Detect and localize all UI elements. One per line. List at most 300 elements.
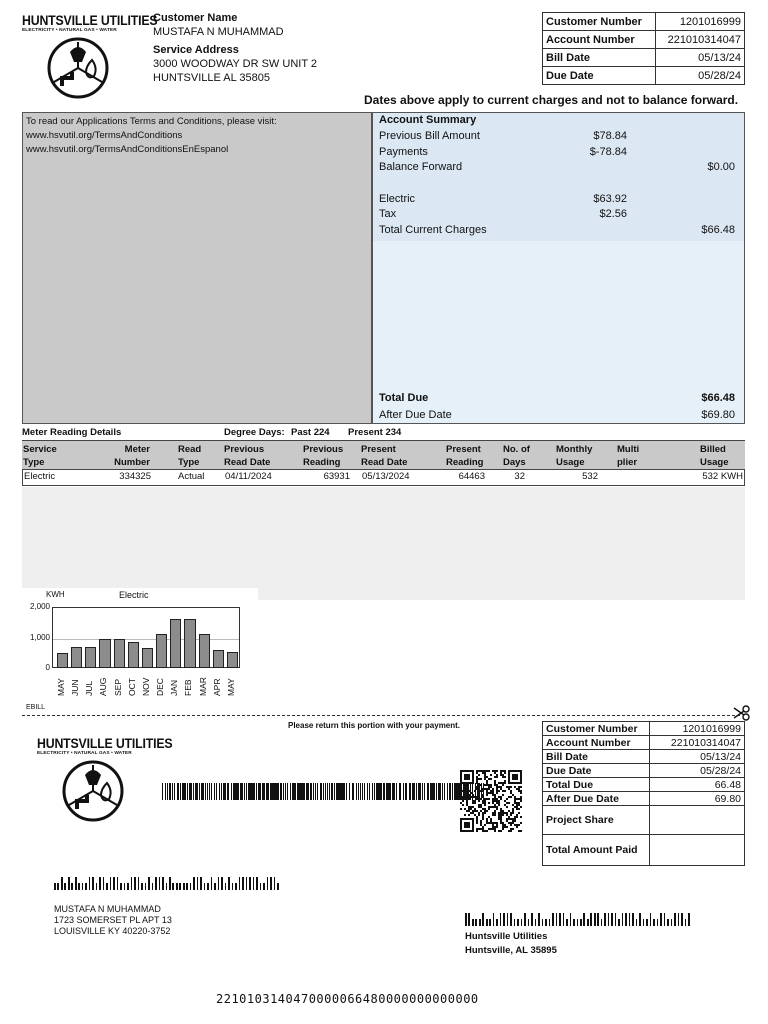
barcode-bar (205, 783, 206, 800)
qr-module (492, 814, 494, 816)
barcode-bar (376, 783, 379, 800)
qr-module (512, 808, 514, 810)
qr-module (518, 804, 520, 806)
chart-bar (199, 634, 210, 668)
qr-module (500, 820, 502, 822)
qr-module (494, 812, 496, 814)
barcode-bar (374, 783, 375, 800)
barcode-bar (510, 913, 512, 926)
qr-module (462, 796, 464, 798)
qr-module (484, 776, 486, 778)
chart-category-label: JAN (169, 679, 180, 696)
barcode-bar (270, 877, 272, 890)
project-share-field[interactable] (650, 806, 745, 835)
barcode-bar (688, 913, 690, 926)
qr-module (484, 798, 486, 800)
chart-category-label: JUL (84, 680, 95, 696)
qr-module (490, 786, 492, 788)
tax-amount: $2.56 (599, 208, 627, 220)
barcode-bar (211, 877, 213, 890)
barcode-bar (358, 783, 359, 800)
qr-module (510, 830, 512, 832)
qr-module (480, 810, 482, 812)
barcode-bar (169, 877, 171, 890)
qr-module (468, 808, 470, 810)
table-row (543, 806, 745, 835)
barcode-bar (246, 783, 247, 800)
table-row (543, 736, 745, 750)
chart-category-label: DEC (155, 678, 166, 696)
qr-module (468, 796, 470, 798)
qr-module (502, 774, 504, 776)
qr-module (484, 772, 486, 774)
col-present-read-date: Present Read Date (361, 444, 408, 468)
qr-module (504, 804, 506, 806)
qr-module (486, 820, 488, 822)
barcode-bar (587, 919, 589, 926)
barcode-bar (239, 877, 241, 890)
qr-module (492, 770, 494, 772)
barcode-bar (438, 783, 441, 800)
qr-module (514, 798, 516, 800)
chart-category-label: AUG (98, 677, 109, 696)
chart-bar (128, 642, 139, 668)
barcode-bar (396, 783, 397, 800)
barcode-bar (383, 783, 384, 800)
qr-module (510, 828, 512, 830)
table-row (543, 792, 745, 806)
barcode-bar (559, 913, 561, 926)
qr-module (484, 770, 486, 772)
qr-module (478, 774, 480, 776)
qr-module (516, 802, 518, 804)
qr-module (484, 810, 486, 812)
barcode-bar (346, 783, 347, 800)
qr-module (510, 792, 512, 794)
barcode-bar (601, 919, 603, 926)
barcode-bar (195, 783, 198, 800)
qr-module (474, 808, 476, 810)
barcode-bar (447, 783, 448, 800)
balance-forward-amount: $0.00 (707, 161, 735, 173)
barcode-bar (159, 877, 161, 890)
table-row (543, 750, 745, 764)
qr-module (498, 814, 500, 816)
customer-number-label: Customer Number (543, 13, 656, 31)
qr-module (468, 794, 470, 796)
barcode-bar (650, 913, 652, 926)
qr-module (486, 790, 488, 792)
barcode-bar (267, 877, 269, 890)
barcode-bar (197, 877, 199, 890)
col-monthly-usage: Monthly Usage (556, 444, 593, 468)
degree-days-label: Degree Days: (224, 427, 285, 438)
qr-module (498, 786, 500, 788)
barcode-bar (92, 877, 94, 890)
chart-category-label: MAR (197, 677, 208, 696)
qr-module (464, 786, 466, 788)
chart-bar (85, 647, 96, 668)
qr-module (478, 784, 480, 786)
barcode-bar (618, 919, 620, 926)
qr-module (490, 828, 492, 830)
after-due-date-label: After Due Date (379, 409, 452, 421)
qr-module (492, 788, 494, 790)
qr-module (496, 784, 498, 786)
barcode-bar (472, 919, 474, 926)
qr-module (480, 806, 482, 808)
remit-total-due-label: Total Due (543, 778, 650, 792)
col-previous-reading: Previous Reading (303, 444, 344, 468)
barcode-bar (190, 883, 192, 890)
qr-module (506, 812, 508, 814)
barcode-bar (489, 919, 491, 926)
qr-module (496, 826, 498, 828)
message-panel (22, 487, 745, 600)
qr-module (510, 822, 512, 824)
qr-module (510, 790, 512, 792)
remit-logo-title: HUNTSVILLE UTILITIES (37, 735, 173, 751)
barcode-bar (266, 783, 269, 800)
barcode-bar (657, 919, 659, 926)
qr-module (488, 828, 490, 830)
mail-line2: LOUISVILLE KY 40220-3752 (54, 926, 171, 936)
barcode-bar (320, 783, 323, 800)
qr-module (520, 816, 522, 818)
qr-module (478, 828, 480, 830)
qr-module (498, 804, 500, 806)
due-date-label: Due Date (543, 67, 656, 85)
remit-total-due: 66.48 (650, 778, 745, 792)
qr-module (512, 818, 514, 820)
barcode-bar (590, 913, 592, 926)
qr-module (482, 770, 484, 772)
service-address-label: Service Address (153, 44, 239, 56)
qr-module (492, 828, 494, 830)
qr-module (480, 828, 482, 830)
qr-module (494, 810, 496, 812)
qr-module (502, 776, 504, 778)
barcode-bar (145, 883, 147, 890)
qr-module (500, 786, 502, 788)
barcode-bar (625, 913, 627, 926)
remit-account-number-label: Account Number (543, 736, 650, 750)
qr-module (482, 826, 484, 828)
logo-subtitle: ELECTRICITY • NATURAL GAS • WATER (22, 28, 117, 33)
qr-module (516, 788, 518, 790)
qr-module (494, 804, 496, 806)
barcode-bar (204, 883, 206, 890)
meter-previous-reading: 63931 (323, 471, 350, 482)
qr-module (508, 796, 510, 798)
qr-module (494, 830, 496, 832)
barcode-bar (176, 883, 178, 890)
qr-module (486, 784, 488, 786)
chart-bar (227, 652, 238, 668)
qr-module (500, 830, 502, 832)
barcode-bar (82, 883, 84, 890)
tear-line (22, 715, 740, 716)
qr-module (500, 816, 502, 818)
chart-gridline (53, 639, 239, 640)
barcode-bar (556, 913, 558, 926)
qr-module (500, 818, 502, 820)
barcode-bar (405, 783, 408, 800)
qr-module (508, 816, 510, 818)
qr-module (490, 784, 492, 786)
table-row (543, 722, 745, 736)
total-current-charges-label: Total Current Charges (379, 224, 487, 236)
barcode-bar (427, 783, 430, 800)
barcode-bar (124, 883, 126, 890)
total-current-charges-amount: $66.48 (701, 224, 735, 236)
payee-city: Huntsville, AL 35895 (465, 945, 557, 956)
qr-module (478, 806, 480, 808)
qr-module (508, 788, 510, 790)
table-row (22, 470, 745, 486)
qr-module (494, 798, 496, 800)
meter-present-read-date: 05/13/2024 (362, 471, 410, 482)
qr-module (466, 794, 468, 796)
barcode-bar (99, 877, 101, 890)
barcode-bar (221, 877, 223, 890)
account-summary-title: Account Summary (379, 114, 477, 126)
qr-module (500, 814, 502, 816)
qr-module (516, 806, 518, 808)
barcode-bar (274, 877, 276, 890)
qr-module (520, 800, 522, 802)
qr-module (496, 806, 498, 808)
qr-module (468, 814, 470, 816)
qr-module (502, 822, 504, 824)
qr-module (514, 796, 516, 798)
qr-module (476, 830, 478, 832)
barcode-bar (240, 783, 243, 800)
terms-link-spanish[interactable]: www.hsvutil.org/TermsAndConditionsEnEspanol (26, 144, 229, 155)
qr-module (470, 812, 472, 814)
customer-number: 1201016999 (656, 13, 745, 31)
barcode-bar (290, 783, 291, 800)
barcode-bar (517, 919, 519, 926)
table-row (543, 67, 745, 85)
qr-module (498, 818, 500, 820)
qr-module (498, 800, 500, 802)
barcode-bar (127, 883, 129, 890)
qr-module (480, 820, 482, 822)
barcode-bar (258, 783, 261, 800)
qr-module (466, 798, 468, 800)
qr-module (520, 796, 522, 798)
total-amount-paid-field[interactable] (650, 835, 745, 866)
qr-module (516, 798, 518, 800)
qr-module (478, 804, 480, 806)
qr-module (480, 822, 482, 824)
qr-module (482, 800, 484, 802)
service-address-line2: HUNTSVILLE AL 35805 (153, 72, 270, 84)
qr-module (504, 800, 506, 802)
barcode-bar (253, 877, 255, 890)
meter-previous-read-date: 04/11/2024 (225, 471, 272, 482)
qr-module (492, 798, 494, 800)
qr-module (514, 800, 516, 802)
total-due-label: Total Due (379, 392, 429, 404)
qr-module (466, 800, 468, 802)
account-number-label: Account Number (543, 31, 656, 49)
qr-module (482, 818, 484, 820)
qr-module (504, 782, 506, 784)
qr-module (496, 774, 498, 776)
qr-module (462, 798, 464, 800)
barcode-bar (636, 919, 638, 926)
qr-module (502, 794, 504, 796)
qr-module (482, 802, 484, 804)
chart-bar (142, 648, 153, 668)
remit-logo-subtitle: ELECTRICITY • NATURAL GAS • WATER (37, 751, 132, 756)
meter-number: 334325 (119, 471, 151, 482)
qr-module (504, 772, 506, 774)
qr-module (508, 786, 510, 788)
qr-module (518, 830, 520, 832)
chart-bar (156, 634, 167, 668)
qr-module (490, 792, 492, 794)
barcode-bar (594, 913, 596, 926)
col-meter-number: Meter Number (114, 444, 150, 468)
qr-module (476, 772, 478, 774)
qr-module (470, 806, 472, 808)
previous-bill-label: Previous Bill Amount (379, 130, 480, 142)
qr-module (508, 822, 510, 824)
barcode-bar (110, 877, 112, 890)
qr-module (488, 798, 490, 800)
barcode-bar (207, 883, 209, 890)
terms-panel (22, 112, 372, 424)
chart-category-label: FEB (183, 679, 194, 696)
project-share-label: Project Share (543, 806, 650, 835)
qr-module (492, 794, 494, 796)
qr-module (494, 772, 496, 774)
qr-module (478, 786, 480, 788)
balance-forward-label: Balance Forward (379, 161, 463, 173)
qr-module (484, 778, 486, 780)
qr-module (510, 818, 512, 820)
qr-module (498, 816, 500, 818)
barcode-bar (685, 919, 687, 926)
qr-module (518, 824, 520, 826)
qr-module (482, 794, 484, 796)
chart-bar (99, 639, 110, 668)
barcode-bar (78, 883, 80, 890)
table-row (543, 835, 745, 866)
qr-module (512, 812, 514, 814)
qr-module (510, 786, 512, 788)
terms-link-english[interactable]: www.hsvutil.org/TermsAndConditions (26, 130, 183, 141)
qr-module (494, 822, 496, 824)
barcode-bar (131, 877, 133, 890)
barcode-bar (263, 883, 265, 890)
barcode-bar (465, 913, 467, 926)
payments-label: Payments (379, 146, 428, 158)
qr-module (520, 806, 522, 808)
qr-module (500, 798, 502, 800)
qr-module (466, 796, 468, 798)
barcode-bar (542, 919, 544, 926)
barcode-bar (120, 883, 122, 890)
qr-module (494, 780, 496, 782)
barcode-bar (64, 883, 66, 890)
chart-category-label: OCT (126, 678, 137, 696)
barcode-bar (201, 783, 204, 800)
qr-module (514, 786, 516, 788)
qr-module (466, 792, 468, 794)
barcode-bar (433, 783, 434, 800)
qr-module (500, 812, 502, 814)
qr-module (494, 814, 496, 816)
qr-module (506, 806, 508, 808)
qr-module (500, 822, 502, 824)
barcode-bar (389, 783, 390, 800)
qr-module (480, 784, 482, 786)
qr-module (484, 800, 486, 802)
chart-bar (71, 647, 82, 668)
qr-module (484, 802, 486, 804)
qr-module (466, 790, 468, 792)
after-due-date-amount: $69.80 (701, 409, 735, 421)
qr-module (498, 796, 500, 798)
barcode-bar (486, 919, 488, 926)
qr-module (500, 770, 502, 772)
qr-module (506, 814, 508, 816)
qr-module (494, 770, 496, 772)
qr-module (494, 826, 496, 828)
qr-module (520, 822, 522, 824)
qr-module (514, 820, 516, 822)
qr-module (520, 786, 522, 788)
barcode-bar (113, 877, 115, 890)
terms-intro: To read our Applications Terms and Conditions, please visit: (26, 116, 277, 127)
meter-table-header (22, 440, 745, 470)
chart-category-label: MAY (56, 678, 66, 696)
barcode-bar (386, 783, 389, 800)
barcode-bar (167, 783, 168, 800)
customer-block (153, 12, 317, 84)
postal-barcode-customer (54, 877, 280, 890)
barcode-bar (219, 783, 220, 800)
barcode-bar (479, 919, 481, 926)
due-date: 05/28/24 (656, 67, 745, 85)
logo-title: HUNTSVILLE UTILITIES (22, 12, 158, 28)
qr-module (486, 792, 488, 794)
qr-module (494, 800, 496, 802)
barcode-bar (199, 783, 200, 800)
qr-module (472, 802, 474, 804)
barcode-bar (538, 913, 540, 926)
qr-module (470, 796, 472, 798)
barcode-bar (524, 913, 526, 926)
qr-module (492, 822, 494, 824)
barcode-bar (177, 783, 180, 800)
qr-module (514, 824, 516, 826)
qr-module (474, 810, 476, 812)
qr-module (492, 792, 494, 794)
qr-module (472, 810, 474, 812)
qr-module (502, 824, 504, 826)
barcode-bar (211, 783, 212, 800)
qr-module (482, 790, 484, 792)
qr-module (516, 816, 518, 818)
barcode-bar (336, 783, 339, 800)
qr-module (460, 786, 462, 788)
qr-module (478, 790, 480, 792)
